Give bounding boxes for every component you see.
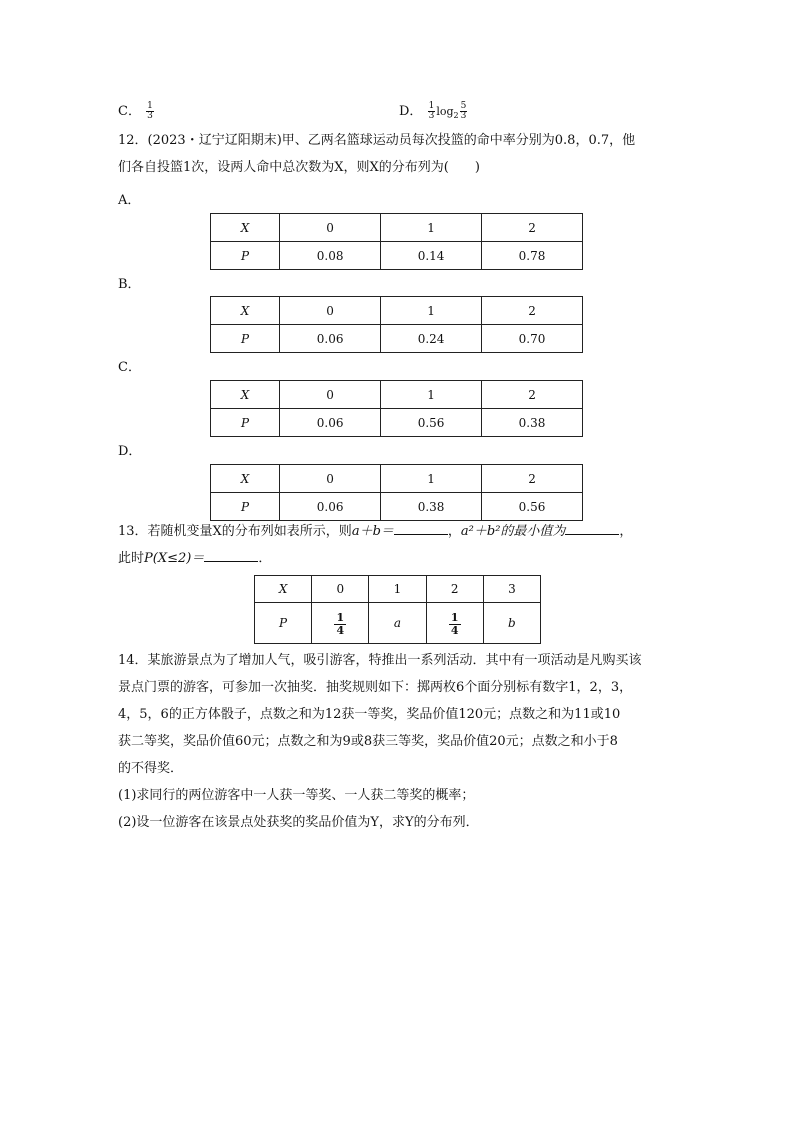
q13-text: 13．若随机变量X的分布列如表所示，则 — [118, 524, 352, 539]
fraction-numerator: 1 — [450, 610, 459, 624]
fraction-denominator: 3 — [147, 111, 153, 121]
q12-option-a-label[interactable]: A． — [118, 193, 141, 208]
fraction-denominator: 4 — [336, 623, 345, 637]
table-cell: 1 — [381, 214, 482, 242]
table-cell: a — [369, 603, 426, 644]
table-header-row — [211, 214, 583, 242]
q14-line: 4，5，6的正方体骰子，点数之和为12获一等奖，奖品价值120元；点数之和为11或10 — [118, 707, 621, 722]
q13-stem-line-1 — [118, 522, 632, 542]
table-header-row — [211, 381, 583, 409]
q12-stem-line-2: 们各自投篮1次，设两人命中总次数为X，则X的分布列为( ) — [118, 160, 480, 175]
table-cell: X — [255, 576, 312, 603]
table-cell: 0.56 — [482, 493, 583, 521]
q12-option-b-table — [210, 296, 583, 353]
table-cell: P — [211, 409, 280, 437]
option-c-fraction — [146, 102, 154, 121]
table-row — [211, 325, 583, 353]
table-cell: X — [211, 465, 280, 493]
table-cell: P — [211, 493, 280, 521]
previous-question-options — [118, 96, 678, 122]
option-d-label: D． — [399, 104, 423, 119]
fraction-denominator: 3 — [460, 111, 467, 121]
table-cell: X — [211, 381, 280, 409]
fraction-denominator: 4 — [450, 623, 459, 637]
answer-blank[interactable] — [565, 522, 619, 535]
fraction — [449, 612, 461, 637]
q12-option-b-label[interactable]: B． — [118, 277, 141, 292]
table-cell: b — [483, 603, 540, 644]
table-cell: 1 — [381, 465, 482, 493]
q14-line: 获二等奖，奖品价值60元；点数之和为9或8获三等奖，奖品价值20元；点数之和小于8 — [118, 734, 618, 749]
q13-text: 此时 — [118, 551, 145, 566]
q12-option-c-label[interactable]: C． — [118, 360, 141, 375]
table-cell: 0.70 — [482, 325, 583, 353]
table-cell: 0.14 — [381, 242, 482, 270]
table-cell: 0.06 — [280, 409, 381, 437]
table-cell: 1 — [381, 381, 482, 409]
table-cell: 0 — [312, 576, 369, 603]
table-cell: 0.38 — [381, 493, 482, 521]
answer-blank[interactable] — [394, 522, 448, 535]
table-cell: 0 — [280, 465, 381, 493]
q14-line: 的不得奖． — [118, 761, 184, 776]
q13-separator: ， — [619, 524, 633, 539]
q13-expression-squares: a²＋b²的最小值为 — [460, 524, 566, 539]
table-cell: 0.38 — [482, 409, 583, 437]
q13-separator: ， — [447, 524, 461, 539]
table-cell: 2 — [482, 381, 583, 409]
q14-line: 14．某旅游景点为了增加人气，吸引游客，特推出一系列活动．其中有一项活动是凡购买该 — [118, 653, 642, 668]
table-cell: 0 — [280, 297, 381, 325]
answer-blank[interactable] — [204, 549, 258, 562]
table-row — [255, 603, 541, 644]
option-c[interactable] — [118, 100, 155, 121]
table-cell — [312, 603, 369, 644]
table-cell: P — [211, 325, 280, 353]
table-header-row — [211, 297, 583, 325]
fraction-numerator: 1 — [428, 101, 435, 111]
q13-distribution-table — [254, 575, 541, 644]
q13-probability-expression: P(X≤2)＝ — [144, 551, 205, 566]
table-cell: P — [211, 242, 280, 270]
q14-subquestion-1: (1)求同行的两位游客中一人获一等奖、一人获二等奖的概率； — [118, 788, 475, 803]
q13-stem-line-2 — [118, 549, 271, 569]
log-expression — [436, 105, 459, 121]
q12-stem-line-1: 12．(2023・辽宁辽阳期末)甲、乙两名篮球运动员每次投篮的命中率分别为0.8，0.7，他 — [118, 133, 636, 148]
table-cell: 0.56 — [381, 409, 482, 437]
table-row — [211, 409, 583, 437]
q12-option-a-table — [210, 213, 583, 270]
table-cell — [426, 603, 483, 644]
q13-period: ． — [258, 551, 272, 566]
table-cell: 1 — [381, 297, 482, 325]
option-c-label: C． — [118, 104, 141, 119]
option-d-fraction — [428, 102, 436, 121]
table-row — [211, 493, 583, 521]
q14-subquestion-2: (2)设一位游客在该景点处获奖的奖品价值为Y，求Y的分布列． — [118, 815, 479, 830]
q12-option-c-table — [210, 380, 583, 437]
table-cell: 2 — [482, 214, 583, 242]
log-text: log — [436, 105, 454, 118]
table-cell: 0.06 — [280, 325, 381, 353]
table-cell: 0 — [280, 381, 381, 409]
table-cell: P — [255, 603, 312, 644]
table-cell: 3 — [483, 576, 540, 603]
table-cell: 1 — [369, 576, 426, 603]
fraction — [334, 612, 346, 637]
table-cell: 2 — [482, 297, 583, 325]
table-cell: X — [211, 214, 280, 242]
q12-option-d-table — [210, 464, 583, 521]
table-cell: 0.06 — [280, 493, 381, 521]
option-d[interactable] — [399, 100, 468, 121]
table-cell: 0.08 — [280, 242, 381, 270]
table-cell: 0.78 — [482, 242, 583, 270]
fraction-numerator: 5 — [460, 101, 467, 111]
table-cell: 2 — [426, 576, 483, 603]
table-cell: 2 — [482, 465, 583, 493]
q13-expression-sum: a＋b＝ — [351, 524, 394, 539]
table-cell: 0.24 — [381, 325, 482, 353]
table-cell: 0 — [280, 214, 381, 242]
table-row — [211, 242, 583, 270]
q12-option-d-label[interactable]: D． — [118, 444, 142, 459]
table-header-row — [211, 465, 583, 493]
fraction-denominator: 3 — [428, 111, 435, 121]
table-cell: X — [211, 297, 280, 325]
log-base: 2 — [453, 111, 459, 121]
log-argument-fraction — [460, 102, 468, 121]
table-header-row — [255, 576, 541, 603]
fraction-numerator: 1 — [147, 101, 153, 111]
fraction-numerator: 1 — [336, 610, 345, 624]
q14-line: 景点门票的游客，可参加一次抽奖．抽奖规则如下：掷两枚6个面分别标有数字1，2，3， — [118, 680, 633, 695]
